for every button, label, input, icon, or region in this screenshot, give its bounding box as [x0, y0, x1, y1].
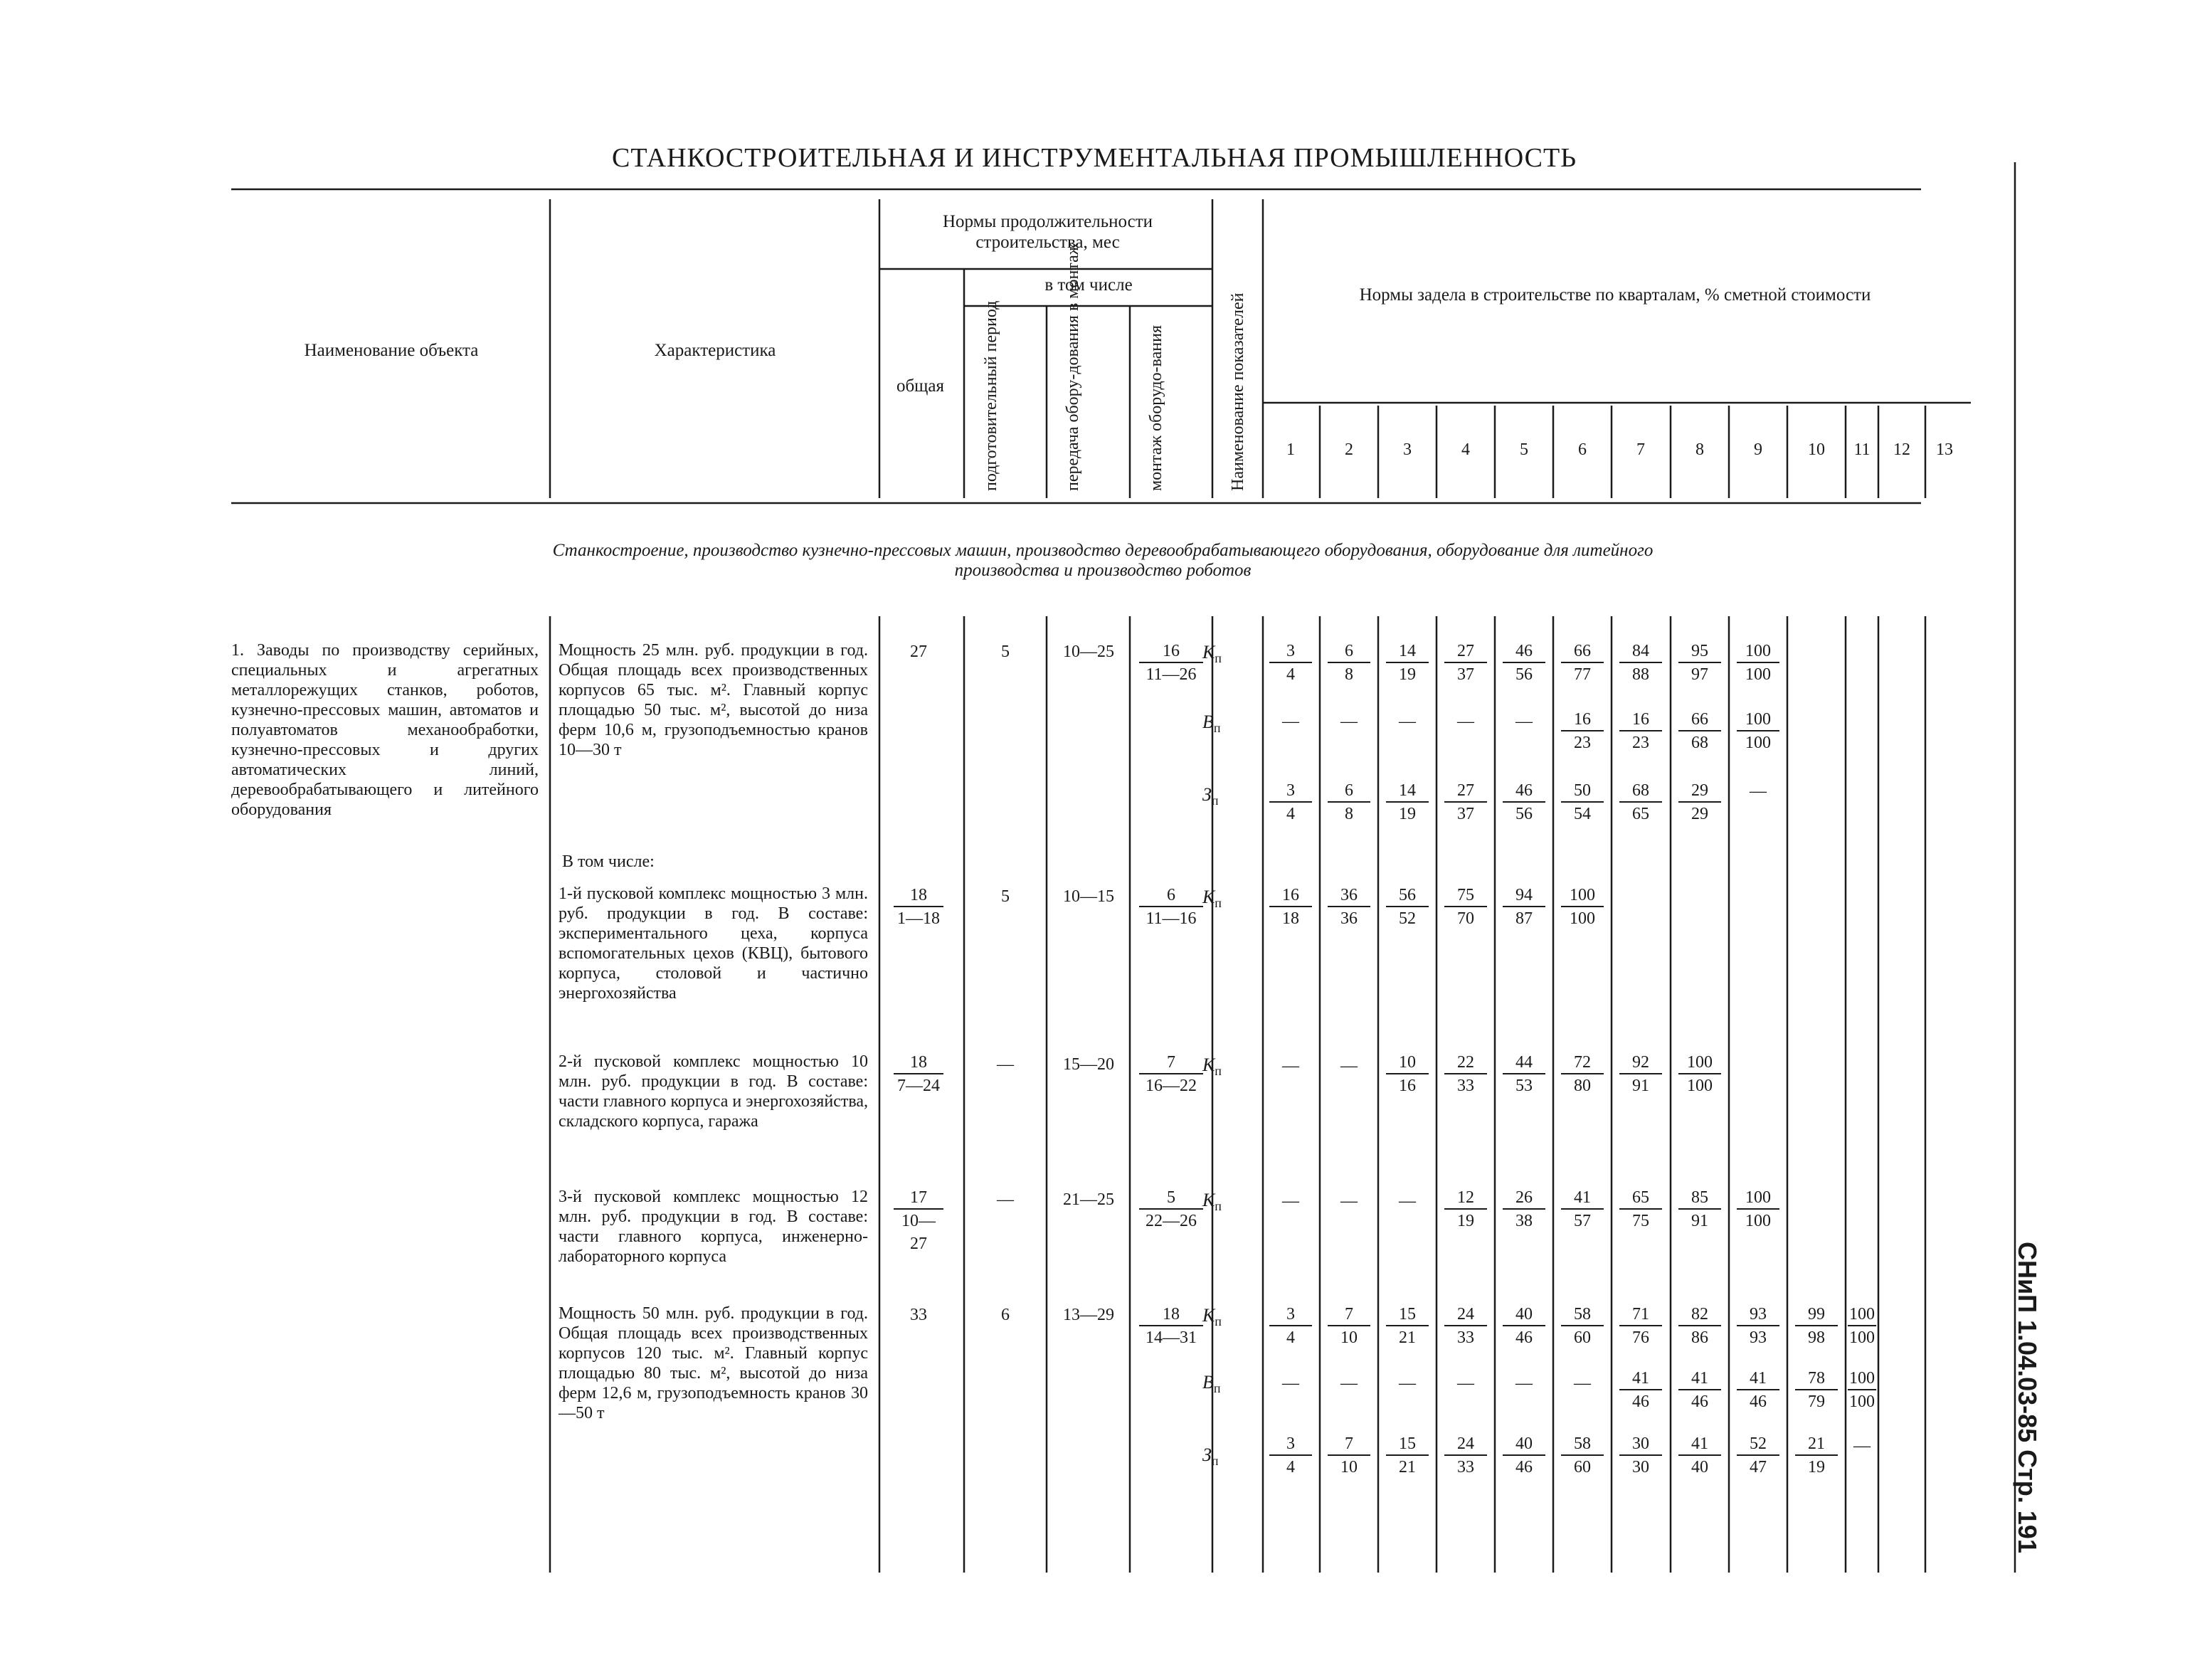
row5-v-q1: — [1282, 1374, 1299, 1393]
row1-v-q3: — [1399, 712, 1416, 731]
row1-k-q4-numerator: 27 [1444, 640, 1487, 663]
row4-k-q5 [1503, 1187, 1545, 1232]
row5-k-q11-numerator: 100 [1848, 1304, 1876, 1326]
row5-v-q5: — [1515, 1374, 1533, 1393]
row3-transfer: 15—20 [1063, 1055, 1114, 1074]
row3-k-q4 [1444, 1052, 1487, 1097]
quarter-number-5: 5 [1520, 440, 1528, 459]
row1-k-q6-numerator: 66 [1561, 640, 1604, 663]
page-side-label: СНиП 1.04.03-85 Стр. 191 [2013, 1242, 2042, 1553]
row4-k-q5-numerator: 26 [1503, 1187, 1545, 1210]
row5-z-q9 [1737, 1433, 1779, 1479]
row5-z-q6-denominator: 60 [1574, 1458, 1591, 1476]
header-equipment-install: монтаж оборудо-вания [1147, 324, 1165, 491]
row2-k-q3-numerator: 56 [1386, 884, 1429, 907]
row5-k-q8-denominator: 86 [1691, 1328, 1708, 1347]
row2-k-q4-denominator: 70 [1457, 909, 1474, 928]
row1-z-q1-numerator: 3 [1269, 780, 1312, 803]
row1-v-q8-denominator: 68 [1691, 734, 1708, 752]
header-characteristic: Характеристика [654, 341, 776, 360]
row1-v-q7-denominator: 23 [1632, 734, 1649, 752]
row1-install [1139, 640, 1203, 686]
row1-z-q8 [1678, 780, 1721, 825]
row5-k-q10-denominator: 98 [1808, 1328, 1825, 1347]
row3-k-q8-numerator: 100 [1678, 1052, 1721, 1074]
row1-z-q8-denominator: 29 [1691, 805, 1708, 823]
row5-v-q8 [1678, 1368, 1721, 1413]
row1-k-q1-numerator: 3 [1269, 640, 1312, 663]
row5-k-q7-denominator: 76 [1632, 1328, 1649, 1347]
row1-total: 27 [910, 643, 927, 661]
row5-k-q4-denominator: 33 [1457, 1328, 1474, 1347]
row5-k-q8 [1678, 1304, 1721, 1349]
row4-indicator-k: $К_п$ [1202, 1190, 1222, 1214]
row1-indicator-k: $К_п$ [1202, 642, 1222, 666]
row1-k-q7 [1619, 640, 1662, 686]
row3-k-q5 [1503, 1052, 1545, 1097]
row3-k-q7-numerator: 92 [1619, 1052, 1662, 1074]
characteristic-including: В том числе: [562, 852, 655, 871]
row5-z-q3-denominator: 21 [1399, 1458, 1416, 1476]
row2-k-q1 [1269, 884, 1312, 930]
row3-install-denominator: 16—22 [1146, 1077, 1197, 1095]
row2-install [1139, 884, 1203, 930]
row2-k-q5 [1503, 884, 1545, 930]
row3-k-q6 [1561, 1052, 1604, 1097]
row1-k-q9 [1737, 640, 1779, 686]
row5-k-q6-numerator: 58 [1561, 1304, 1604, 1326]
row2-install-numerator: 6 [1139, 884, 1203, 907]
quarter-number-2: 2 [1345, 440, 1353, 459]
row1-transfer: 10—25 [1063, 643, 1114, 661]
row5-v-q7-numerator: 41 [1619, 1368, 1662, 1390]
row5-z-q2-denominator: 10 [1340, 1458, 1358, 1476]
quarter-number-10: 10 [1808, 440, 1825, 459]
row1-z-q1 [1269, 780, 1312, 825]
row5-v-q10-denominator: 79 [1808, 1393, 1825, 1411]
row1-k-q2 [1328, 640, 1370, 686]
row1-z-q6-denominator: 54 [1574, 805, 1591, 823]
section-title: Станкостроение, производство кузнечно-прессовых машин, производство деревообрабатывающего оборудования, оборудование для литейного производства и производство роботов [552, 541, 1654, 580]
row5-z-q3-numerator: 15 [1386, 1433, 1429, 1456]
row2-k-q6 [1561, 884, 1604, 930]
row1-z-q3-numerator: 14 [1386, 780, 1429, 803]
row1-z-q8-numerator: 29 [1678, 780, 1721, 803]
row2-total-denominator: 1—18 [897, 909, 940, 928]
row1-v-q8-numerator: 66 [1678, 709, 1721, 731]
row4-k-q9-numerator: 100 [1737, 1187, 1779, 1210]
row5-z-q1 [1269, 1433, 1312, 1479]
header-equipment-transfer: передача обору-дования в монтаж [1064, 243, 1082, 491]
row1-k-q8-denominator: 97 [1691, 665, 1708, 684]
row1-k-q3-denominator: 19 [1399, 665, 1416, 684]
row1-v-q2: — [1340, 712, 1358, 731]
row3-total-numerator: 18 [894, 1052, 943, 1074]
row2-k-q4-numerator: 75 [1444, 884, 1487, 907]
row1-v-q1: — [1282, 712, 1299, 731]
row5-v-q2: — [1340, 1374, 1358, 1393]
row2-k-q5-numerator: 94 [1503, 884, 1545, 907]
row1-v-q9 [1737, 709, 1779, 754]
row5-z-q1-numerator: 3 [1269, 1433, 1312, 1456]
row2-k-q3-denominator: 52 [1399, 909, 1416, 928]
row3-k-q3-denominator: 16 [1399, 1077, 1416, 1095]
row5-k-q3-numerator: 15 [1386, 1304, 1429, 1326]
row5-v-q10 [1795, 1368, 1838, 1413]
row3-k-q5-numerator: 44 [1503, 1052, 1545, 1074]
row3-k-q8 [1678, 1052, 1721, 1097]
row5-z-q10 [1795, 1433, 1838, 1479]
row5-k-q4-numerator: 24 [1444, 1304, 1487, 1326]
row4-k-q8-numerator: 85 [1678, 1187, 1721, 1210]
quarter-number-1: 1 [1286, 440, 1295, 459]
row5-z-q11: — [1853, 1437, 1871, 1455]
row2-total-numerator: 18 [894, 884, 943, 907]
row1-k-q7-denominator: 88 [1632, 665, 1649, 684]
row1-v-q6-numerator: 16 [1561, 709, 1604, 731]
row4-k-q8-denominator: 91 [1691, 1212, 1708, 1230]
row1-z-q7-denominator: 65 [1632, 805, 1649, 823]
row1-z-q7 [1619, 780, 1662, 825]
row5-k-q9-numerator: 93 [1737, 1304, 1779, 1326]
row5-z-q8-denominator: 40 [1691, 1458, 1708, 1476]
row1-v-q6-denominator: 23 [1574, 734, 1591, 752]
row5-k-q11-denominator: 100 [1849, 1328, 1875, 1347]
row1-z-q5-numerator: 46 [1503, 780, 1545, 803]
row2-total [894, 884, 943, 930]
row1-k-q5-numerator: 46 [1503, 640, 1545, 663]
row3-total [894, 1052, 943, 1097]
row4-total-denominator: 10—27 [901, 1212, 936, 1253]
row1-k-q7-numerator: 84 [1619, 640, 1662, 663]
row5-z-q7-numerator: 30 [1619, 1433, 1662, 1456]
row4-prep: — [997, 1190, 1014, 1209]
row2-k-q2-numerator: 36 [1328, 884, 1370, 907]
row5-v-q9-denominator: 46 [1750, 1393, 1767, 1411]
row1-z-q1-denominator: 4 [1286, 805, 1295, 823]
row1-k-q5-denominator: 56 [1515, 665, 1533, 684]
row5-k-q1 [1269, 1304, 1312, 1349]
row5-z-q2-numerator: 7 [1328, 1433, 1370, 1456]
row1-v-q8 [1678, 709, 1721, 754]
row5-k-q3 [1386, 1304, 1429, 1349]
row3-k-q4-denominator: 33 [1457, 1077, 1474, 1095]
quarter-number-6: 6 [1578, 440, 1587, 459]
row2-k-q4 [1444, 884, 1487, 930]
row1-z-q4-numerator: 27 [1444, 780, 1487, 803]
row5-v-q11-numerator: 100 [1848, 1368, 1876, 1390]
row1-k-q3-numerator: 14 [1386, 640, 1429, 663]
row5-z-q4-numerator: 24 [1444, 1433, 1487, 1456]
row1-v-q7 [1619, 709, 1662, 754]
row5-k-q2-denominator: 10 [1340, 1328, 1358, 1347]
row4-k-q5-denominator: 38 [1515, 1212, 1533, 1230]
row5-v-q8-denominator: 46 [1691, 1393, 1708, 1411]
row2-transfer: 10—15 [1063, 887, 1114, 906]
row5-k-q5-numerator: 40 [1503, 1304, 1545, 1326]
row5-v-q11 [1848, 1368, 1876, 1413]
quarter-number-4: 4 [1461, 440, 1470, 459]
row1-prep: 5 [1001, 643, 1010, 661]
row5-v-q9 [1737, 1368, 1779, 1413]
row2-indicator-k: $К_п$ [1202, 887, 1222, 911]
row2-k-q6-denominator: 100 [1570, 909, 1595, 928]
row2-k-q2 [1328, 884, 1370, 930]
row3-k-q6-denominator: 80 [1574, 1077, 1591, 1095]
row2-k-q1-numerator: 16 [1269, 884, 1312, 907]
row1-v-q9-denominator: 100 [1745, 734, 1771, 752]
row5-k-q10-numerator: 99 [1795, 1304, 1838, 1326]
row5-z-q6 [1561, 1433, 1604, 1479]
row5-v-q3: — [1399, 1374, 1416, 1393]
quarter-number-9: 9 [1754, 440, 1762, 459]
row4-k-q4-denominator: 19 [1457, 1212, 1474, 1230]
row1-indicator-z: $З_п$ [1202, 784, 1219, 808]
row3-install [1139, 1052, 1203, 1097]
row1-k-q6-denominator: 77 [1574, 665, 1591, 684]
row4-k-q8 [1678, 1187, 1721, 1232]
row5-k-q5 [1503, 1304, 1545, 1349]
row5-z-q3 [1386, 1433, 1429, 1479]
quarter-number-7: 7 [1636, 440, 1645, 459]
row1-k-q2-denominator: 8 [1345, 665, 1353, 684]
row4-k-q6-numerator: 41 [1561, 1187, 1604, 1210]
characteristic-row-3: 2-й пусковой комплекс мощностью 10 млн. руб. продукции в год. В составе: части главного корпуса и энергохозяйства, складского корпуса, гаража [559, 1052, 868, 1131]
row4-k-q4-numerator: 12 [1444, 1187, 1487, 1210]
header-including: в том числе [1044, 275, 1133, 295]
row5-k-q4 [1444, 1304, 1487, 1349]
characteristic-row-5: Мощность 50 млн. руб. продукции в год. Общая площадь всех производственных корпусов 120 тыс. м². Главный корпус площадью 80 тыс. м², высотой до низа ферм 12,6 м, грузоподъемность кранов 30—50 т [559, 1304, 868, 1422]
row5-z-q1-denominator: 4 [1286, 1458, 1295, 1476]
row5-v-q7-denominator: 46 [1632, 1393, 1649, 1411]
row3-k-q7-denominator: 91 [1632, 1077, 1649, 1095]
row4-install-numerator: 5 [1139, 1187, 1203, 1210]
row1-z-q2-denominator: 8 [1345, 805, 1353, 823]
row5-k-q1-denominator: 4 [1286, 1328, 1295, 1347]
header-indicator-name: Наименование показателей [1229, 292, 1247, 491]
row5-z-q7 [1619, 1433, 1662, 1479]
row5-k-q9-denominator: 93 [1750, 1328, 1767, 1347]
row5-indicator-v: $В_п$ [1202, 1372, 1221, 1396]
quarter-number-3: 3 [1403, 440, 1412, 459]
row3-install-numerator: 7 [1139, 1052, 1203, 1074]
row5-z-q8 [1678, 1433, 1721, 1479]
row5-k-q9 [1737, 1304, 1779, 1349]
row5-v-q7 [1619, 1368, 1662, 1413]
row4-total-numerator: 17 [894, 1187, 943, 1210]
row3-k-q6-numerator: 72 [1561, 1052, 1604, 1074]
row3-k-q1: — [1282, 1057, 1299, 1075]
row3-indicator-k: $К_п$ [1202, 1055, 1222, 1079]
object-name: 1. Заводы по производству серийных, специальных и агрегатных металлорежущих станков, роботов, кузнечно-прессовых машин, автоматов и полуавтоматов механообработки, кузнечно-прессовых и других автоматических линий, деревообрабатывающего и литейного оборудования [231, 641, 539, 819]
row4-k-q9 [1737, 1187, 1779, 1232]
row1-v-q7-numerator: 16 [1619, 709, 1662, 731]
row5-install [1139, 1304, 1203, 1349]
row1-k-q6 [1561, 640, 1604, 686]
row5-k-q6 [1561, 1304, 1604, 1349]
row5-z-q2 [1328, 1433, 1370, 1479]
row5-z-q9-numerator: 52 [1737, 1433, 1779, 1456]
row5-k-q7 [1619, 1304, 1662, 1349]
row4-k-q7-numerator: 65 [1619, 1187, 1662, 1210]
header-backlog-norms: Нормы задела в строительстве по кварталам, % сметной стоимости [1359, 285, 1871, 305]
row1-install-numerator: 16 [1139, 640, 1203, 663]
row1-z-q6-numerator: 50 [1561, 780, 1604, 803]
row3-prep: — [997, 1055, 1014, 1074]
row5-k-q1-numerator: 3 [1269, 1304, 1312, 1326]
row2-k-q5-denominator: 87 [1515, 909, 1533, 928]
row3-k-q7 [1619, 1052, 1662, 1097]
row1-k-q4-denominator: 37 [1457, 665, 1474, 684]
row5-z-q5-denominator: 46 [1515, 1458, 1533, 1476]
row2-k-q1-denominator: 18 [1282, 909, 1299, 928]
row5-v-q4: — [1457, 1374, 1474, 1393]
row4-k-q6-denominator: 57 [1574, 1212, 1591, 1230]
row1-k-q8 [1678, 640, 1721, 686]
row1-k-q9-denominator: 100 [1745, 665, 1771, 684]
row1-indicator-v: $В_п$ [1202, 712, 1221, 736]
row5-k-q3-denominator: 21 [1399, 1328, 1416, 1347]
row1-v-q4: — [1457, 712, 1474, 731]
row1-z-q2-numerator: 6 [1328, 780, 1370, 803]
row2-k-q2-denominator: 36 [1340, 909, 1358, 928]
row3-k-q3 [1386, 1052, 1429, 1097]
row4-k-q7 [1619, 1187, 1662, 1232]
row5-k-q5-denominator: 46 [1515, 1328, 1533, 1347]
row1-z-q5 [1503, 780, 1545, 825]
row1-v-q5: — [1515, 712, 1533, 731]
row4-transfer: 21—25 [1063, 1190, 1114, 1209]
header-object-name: Наименование объекта [304, 341, 479, 360]
row5-v-q6: — [1574, 1374, 1591, 1393]
characteristic-row-1: Мощность 25 млн. руб. продукции в год. Общая площадь всех производственных корпусов 65 тыс. м². Главный корпус площадью 50 тыс. м², высотой до низа ферм 10,6 м, грузоподъемностью кранов 10—30 т [559, 641, 868, 759]
quarter-number-12: 12 [1893, 440, 1910, 459]
row1-v-q9-numerator: 100 [1737, 709, 1779, 731]
row3-total-denominator: 7—24 [897, 1077, 940, 1095]
header-total: общая [896, 376, 945, 396]
row1-k-q1-denominator: 4 [1286, 665, 1295, 684]
row1-z-q2 [1328, 780, 1370, 825]
row5-install-numerator: 18 [1139, 1304, 1203, 1326]
quarter-number-13: 13 [1936, 440, 1953, 459]
row4-k-q6 [1561, 1187, 1604, 1232]
row4-k-q9-denominator: 100 [1745, 1212, 1771, 1230]
row1-k-q2-numerator: 6 [1328, 640, 1370, 663]
row2-install-denominator: 11—16 [1146, 909, 1197, 928]
row5-z-q5-numerator: 40 [1503, 1433, 1545, 1456]
characteristic-row-4: 3-й пусковой комплекс мощностью 12 млн. руб. продукции в год. В составе: части главного корпуса, инженерно-лабораторного корпуса [559, 1188, 868, 1266]
characteristic-row-2: 1-й пусковой комплекс мощностью 3 млн. руб. продукции в год. В составе: экспериментального цеха, корпуса вспомогательных цехов (КВЦ), бытового корпуса, столовой и частично энергохозяйства [559, 884, 868, 1003]
row5-k-q10 [1795, 1304, 1838, 1349]
quarter-number-8: 8 [1695, 440, 1704, 459]
row5-k-q2 [1328, 1304, 1370, 1349]
row5-z-q6-numerator: 58 [1561, 1433, 1604, 1456]
quarter-number-11: 11 [1853, 440, 1871, 459]
row5-indicator-k: $К_п$ [1202, 1305, 1222, 1329]
row3-k-q5-denominator: 53 [1515, 1077, 1533, 1095]
row5-k-q2-numerator: 7 [1328, 1304, 1370, 1326]
row1-z-q5-denominator: 56 [1515, 805, 1533, 823]
row5-z-q9-denominator: 47 [1750, 1458, 1767, 1476]
row4-k-q1: — [1282, 1192, 1299, 1210]
row4-install-denominator: 22—26 [1146, 1212, 1197, 1230]
row1-k-q3 [1386, 640, 1429, 686]
row5-v-q9-numerator: 41 [1737, 1368, 1779, 1390]
row4-k-q7-denominator: 75 [1632, 1212, 1649, 1230]
row1-k-q9-numerator: 100 [1737, 640, 1779, 663]
row3-k-q3-numerator: 10 [1386, 1052, 1429, 1074]
row1-z-q4 [1444, 780, 1487, 825]
row1-v-q6 [1561, 709, 1604, 754]
row5-k-q11 [1848, 1304, 1876, 1349]
row2-prep: 5 [1001, 887, 1010, 906]
row5-indicator-z: $З_п$ [1202, 1444, 1219, 1469]
row5-prep: 6 [1001, 1306, 1010, 1324]
row5-z-q10-denominator: 19 [1808, 1458, 1825, 1476]
row5-k-q6-denominator: 60 [1574, 1328, 1591, 1347]
row5-z-q10-numerator: 21 [1795, 1433, 1838, 1456]
row3-k-q2: — [1340, 1057, 1358, 1075]
header-preparatory: подготовительный период [982, 300, 1000, 491]
row2-k-q6-numerator: 100 [1561, 884, 1604, 907]
row2-k-q3 [1386, 884, 1429, 930]
header-duration-norms: Нормы продолжительности строительства, мес [942, 212, 1153, 252]
row5-k-q8-numerator: 82 [1678, 1304, 1721, 1326]
row5-transfer: 13—29 [1063, 1306, 1114, 1324]
row5-z-q8-numerator: 41 [1678, 1433, 1721, 1456]
row4-k-q2: — [1340, 1192, 1358, 1210]
row1-z-q3 [1386, 780, 1429, 825]
row5-v-q8-numerator: 41 [1678, 1368, 1721, 1390]
row1-k-q4 [1444, 640, 1487, 686]
row5-z-q4 [1444, 1433, 1487, 1479]
row3-k-q8-denominator: 100 [1687, 1077, 1713, 1095]
row5-z-q7-denominator: 30 [1632, 1458, 1649, 1476]
row1-k-q8-numerator: 95 [1678, 640, 1721, 663]
row1-z-q4-denominator: 37 [1457, 805, 1474, 823]
row4-total [894, 1187, 943, 1255]
row5-z-q5 [1503, 1433, 1545, 1479]
row4-k-q3: — [1399, 1192, 1416, 1210]
row4-k-q4 [1444, 1187, 1487, 1232]
row5-install-denominator: 14—31 [1146, 1328, 1197, 1347]
row1-z-q6 [1561, 780, 1604, 825]
row5-z-q4-denominator: 33 [1457, 1458, 1474, 1476]
row5-v-q11-denominator: 100 [1849, 1393, 1875, 1411]
row5-v-q10-numerator: 78 [1795, 1368, 1838, 1390]
row1-z-q3-denominator: 19 [1399, 805, 1416, 823]
row1-k-q1 [1269, 640, 1312, 686]
row1-k-q5 [1503, 640, 1545, 686]
row5-total: 33 [910, 1306, 927, 1324]
row1-install-denominator: 11—26 [1146, 665, 1197, 684]
row1-z-q7-numerator: 68 [1619, 780, 1662, 803]
row3-k-q4-numerator: 22 [1444, 1052, 1487, 1074]
page-title: СТАНКОСТРОИТЕЛЬНАЯ И ИНСТРУМЕНТАЛЬНАЯ ПРОМЫШЛЕННОСТЬ [612, 143, 1577, 173]
row4-install [1139, 1187, 1203, 1232]
row1-z-q9: — [1750, 782, 1767, 801]
row5-k-q7-numerator: 71 [1619, 1304, 1662, 1326]
